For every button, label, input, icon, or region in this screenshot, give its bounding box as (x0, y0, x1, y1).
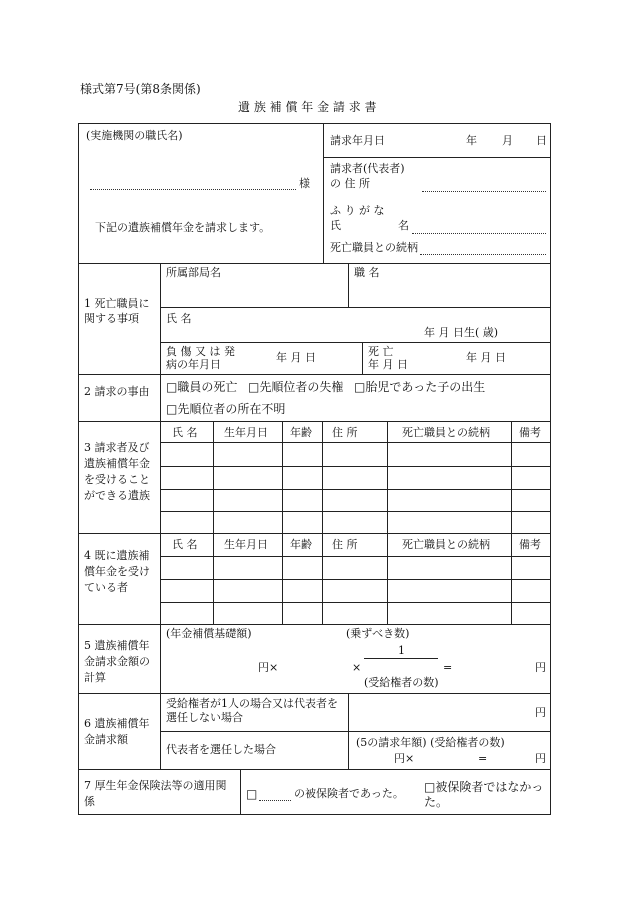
reason-forfeit-checkbox[interactable]: □先順位者の失権 (248, 380, 344, 394)
injury-date: 年 月 日 (276, 351, 316, 364)
s3-label: 3 請求者及び遺族補償年金を受けることができる遺族 (84, 441, 150, 502)
page-title: 遺 族 補 償 年 金 請 求 書 (238, 100, 377, 114)
death-label: 死 亡 (368, 345, 394, 358)
sama-label: 様 (299, 177, 310, 190)
s3-col-name: 氏 名 (172, 426, 198, 439)
reason-missing-checkbox[interactable]: □先順位者の所在不明 (166, 402, 286, 416)
yen-times: 円× (258, 661, 279, 674)
s4-col-age: 年齢 (290, 538, 312, 551)
relation-label: 死亡職員との続柄 (330, 241, 418, 254)
fraction-denominator: (受給権者の数) (364, 676, 439, 689)
s4-col-notes: 備考 (519, 538, 541, 551)
s6-row2-label: 代表者を選任した場合 (166, 743, 276, 756)
claimant-label: 請求者(代表者) (330, 162, 405, 175)
s6-formula-top: (5の請求年額) (受給権者の数) (356, 736, 505, 749)
s6-label: 6 遺族補償年金請求額 (84, 717, 150, 746)
form-id: 様式第7号(第8条関係) (80, 82, 201, 96)
dept-label: 所属部局名 (166, 266, 221, 279)
reason-death-checkbox[interactable]: □職員の死亡 (166, 380, 238, 394)
address-label: の 住 所 (330, 177, 370, 190)
agency-line (90, 189, 296, 190)
s1-label: 1 死亡職員に関する事項 (84, 297, 150, 325)
base-amount-label: (年金補償基礎額) (166, 627, 252, 640)
year-label: 年 (466, 134, 477, 147)
name-label-left: 氏 (330, 219, 341, 232)
request-statement: 下記の遺族補償年金を請求します。 (95, 221, 271, 234)
s3-col-relation: 死亡職員との続柄 (402, 426, 490, 439)
insured-checkbox[interactable]: □ (246, 787, 258, 801)
s2-label: 2 請求の事由 (84, 385, 150, 398)
insured-text: の被保険者であった。 (294, 787, 404, 800)
multiplier-label: (乗ずべき数) (346, 627, 410, 640)
s4-col-birthdate: 生年月日 (224, 538, 268, 551)
s3-col-age: 年齢 (290, 426, 312, 439)
furigana-label: ふ り が な (330, 204, 385, 217)
job-label: 職 名 (354, 266, 380, 279)
s3-col-address: 住 所 (332, 426, 358, 439)
s6-formula-equals: = (478, 752, 488, 765)
s3-col-birthdate: 生年月日 (224, 426, 268, 439)
address-field[interactable] (422, 191, 546, 192)
relation-field[interactable] (420, 254, 546, 255)
s5-label: 5 遺族補償年金請求金額の計算 (84, 639, 150, 684)
s6-row2-yen: 円 (535, 752, 546, 765)
equals-sign: = (443, 661, 453, 674)
s4-col-name: 氏 名 (172, 538, 198, 551)
injury-date-label: 負 傷 又 は 発病の年月日 (166, 345, 235, 371)
request-date-label: 請求年月日 (330, 134, 385, 147)
death-date: 年 月 日 (466, 351, 506, 364)
s4-col-relation: 死亡職員との続柄 (402, 538, 490, 551)
s7-label: 7 厚生年金保険法等の適用関係 (84, 779, 227, 808)
name-field[interactable] (412, 233, 546, 234)
fraction-numerator: 1 (398, 644, 405, 657)
s4-col-address: 住 所 (332, 538, 358, 551)
s4-label: 4 既に遺族補償年金を受けている者 (84, 549, 150, 594)
reason-birth-checkbox[interactable]: □胎児であった子の出生 (354, 380, 486, 394)
s6-formula-yen-times: 円× (394, 752, 415, 765)
agency-label: (実施機関の職氏名) (86, 129, 183, 142)
deceased-name-label: 氏 名 (166, 312, 192, 325)
s6-row1-label: 受給権者が1人の場合又は代表者を選任しない場合 (166, 697, 338, 724)
month-label: 月 (502, 134, 513, 147)
s5-yen: 円 (535, 661, 546, 674)
times-sign: × (352, 661, 362, 674)
birth-label: 年 月 日生( 歳) (424, 326, 499, 339)
name-label-right: 名 (398, 219, 409, 232)
insurance-type-field[interactable] (259, 800, 291, 801)
day-label: 日 (536, 134, 547, 147)
not-insured-checkbox[interactable]: □被保険者ではなかった。 (424, 780, 544, 809)
death-label-2: 年 月 日 (368, 358, 408, 371)
s3-col-notes: 備考 (519, 426, 541, 439)
s6-row1-yen: 円 (535, 706, 546, 719)
